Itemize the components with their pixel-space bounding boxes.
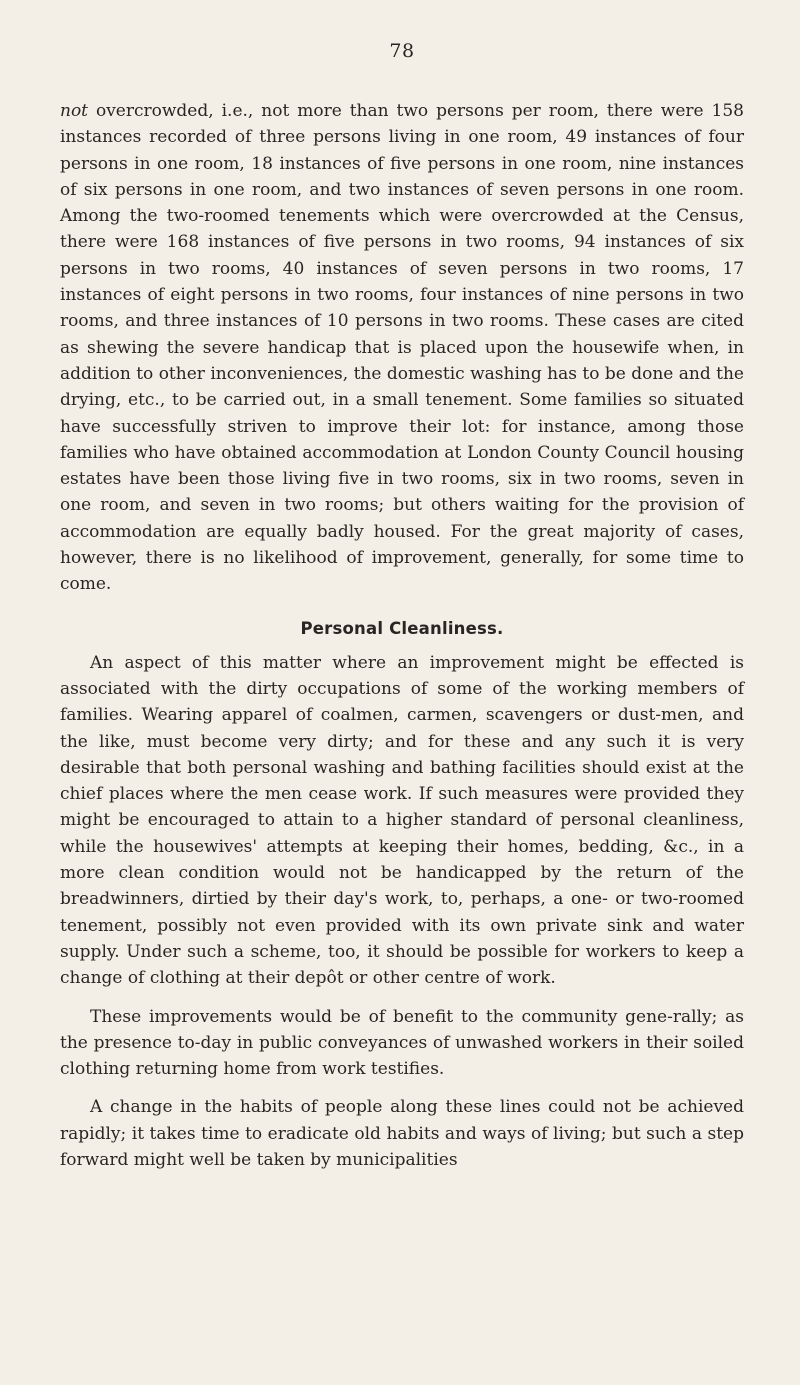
paragraph-benefits: These improvements would be of benefit to the community gene-rally; as the presence to-day in public conveyances of unwashed workers in their soiled clothing returning home from work testifies. <box>60 1006 744 1080</box>
paragraph-habits: A change in the habits of people along these lines could not be achieved rapidly; it takes time to eradicate old habits and ways of living; but such a step forward might well be taken by municipalities <box>60 1097 744 1170</box>
page-number: 78 <box>389 40 415 62</box>
section-heading: Personal Cleanliness. <box>300 618 504 638</box>
paragraph-cleanliness: An aspect of this matter where an improvement might be effected is associated with the dirty occupations of some of the working members of families. Wearing apparel of coalmen, carmen, scavengers or dust-men, and the like, must become very dirty; and for these and any such it is very desirable that both personal washing and bathing facilities should exist at the chief places where the men cease work. If such measures were provided they might be encouraged to attain to a higher standard of personal cleanliness, while the housewives' attempts at keeping their homes, bedding, &c., in a more clean condition would not be handicapped by the return of the breadwinners, dirtied by their day's work, to, perhaps, a one- or two-roomed tenement, possibly not even provided with its own private sink and water supply. Under such a scheme, too, it should be possible for workers to keep a change of clothing at their depôt or other centre of work. <box>60 652 744 989</box>
paragraph-text: overcrowded, i.e., not more than two persons per room, there were 158 instances recorded of three persons living in one room, 49 instances of four persons in one room, 18 instances of five persons in one room, nine instances of six persons in one room, and two instances of seven persons in one room. Among the two-roomed tenements which were overcrowded at the Census, there were 168 instances of five persons in two rooms, 94 instances of six persons in two rooms, 40 instances of seven persons in two rooms, 17 instances of eight persons in two rooms, four instances of nine persons in two rooms, and three instances of 10 persons in two rooms. These cases are cited as shewing the severe handicap that is placed upon the housewife when, in addition to other inconveniences, the domestic washing has to be done and the drying, etc., to be carried out, in a small tenement. Some families so situated have successfully striven to improve their lot: for instance, among those families who have obtained accommodation at London County Council housing estates have been those living five in two rooms, six in two rooms, seven in one room, and seven in two rooms; but others waiting for the provision of accommodation are equally badly housed. For the great majority of cases, however, there is no likelihood of improvement, generally, for some time to come. <box>60 101 744 595</box>
document-page <box>60 40 744 1173</box>
paragraph-overcrowding <box>60 98 744 598</box>
paragraph-lead-word: not <box>60 101 89 121</box>
